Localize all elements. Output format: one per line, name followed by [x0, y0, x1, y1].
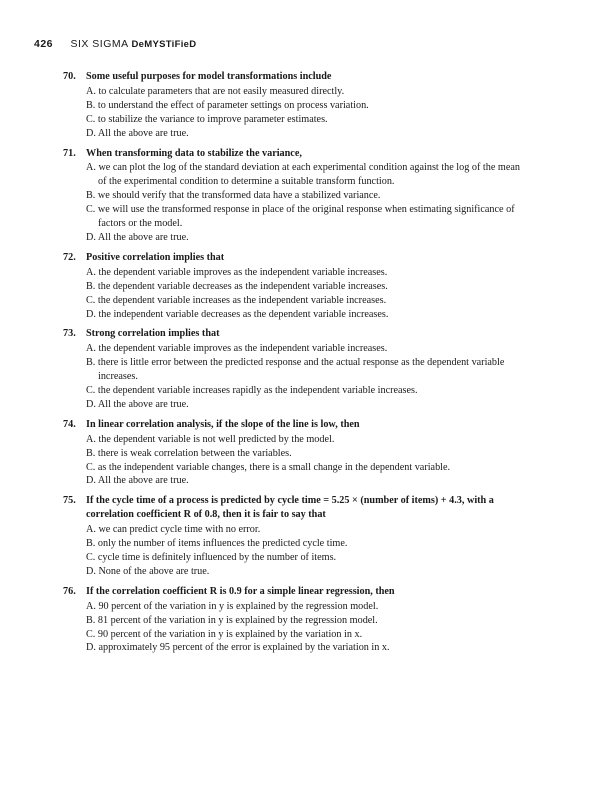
answer-option: B. 81 percent of the variation in y is explained by the regression model. — [86, 614, 378, 626]
question-number: 76. — [63, 585, 76, 597]
answer-options — [86, 600, 526, 656]
answer-option: B. there is weak correlation between the variables. — [86, 447, 292, 459]
question-number: 70. — [63, 71, 76, 82]
answer-option: B. we should verify that the transformed data have a stabilized variance. — [86, 190, 381, 202]
answer-option: C. the dependent variable increases rapidly as the independent variable increases. — [86, 385, 418, 397]
answer-option: D. All the above are true. — [86, 398, 189, 410]
answer-option: D. None of the above are true. — [86, 565, 210, 577]
answer-options — [86, 161, 526, 244]
question-74 — [63, 418, 526, 489]
question-text: Strong correlation implies that — [86, 328, 220, 340]
question-73 — [63, 327, 526, 411]
answer-options — [86, 342, 526, 412]
answer-option: A. the dependent variable improves as the independent variable increases. — [86, 343, 388, 355]
answer-option: A. to calculate parameters that are not easily measured directly. — [86, 85, 345, 97]
answer-option: C. 90 percent of the variation in y is explained by the variation in x. — [86, 628, 363, 640]
question-stem — [63, 327, 526, 341]
answer-option: D. All the above are true. — [86, 231, 189, 243]
answer-option: D. approximately 95 percent of the error is explained by the variation in x. — [86, 642, 390, 654]
question-text: If the cycle time of a process is predicted by cycle time = 5.25 × (number of items) + 4.3, with a correlation coefficient R of 0.8, then it is fair to say that — [86, 495, 494, 521]
answer-option: A. the dependent variable is not well predicted by the model. — [86, 433, 335, 445]
answer-option: A. 90 percent of the variation in y is explained by the regression model. — [86, 600, 379, 612]
answer-option: C. we will use the transformed response in place of the original response when estimating significance of factors or the model. — [86, 204, 515, 230]
book-title-part1: SIX SIGMA — [70, 38, 129, 50]
question-number: 71. — [63, 147, 76, 159]
question-text: When transforming data to stabilize the variance, — [86, 147, 302, 159]
answer-options — [86, 85, 526, 141]
answer-option: B. the dependent variable decreases as the independent variable increases. — [86, 280, 388, 292]
question-text: Positive correlation implies that — [86, 251, 225, 263]
answer-option: D. All the above are true. — [86, 475, 189, 487]
answer-option: C. the dependent variable increases as the independent variable increases. — [86, 294, 387, 306]
answer-option: C. cycle time is definitely influenced by the number of items. — [86, 552, 337, 563]
book-title-part2: DeMYSTiFieD — [131, 39, 197, 50]
question-text: If the correlation coefficient R is 0.9 for a simple linear regression, then — [86, 585, 395, 597]
question-text: Some useful purposes for model transformations include — [86, 71, 332, 82]
question-list — [63, 70, 526, 661]
answer-option: B. only the number of items influences the predicted cycle time. — [86, 538, 348, 550]
question-stem — [63, 70, 526, 84]
answer-option: A. we can plot the log of the standard deviation at each experimental condition against the log of the mean of the experimental condition to determine a suitable transform function. — [86, 162, 520, 188]
answer-option: B. to understand the effect of parameter settings on process variation. — [86, 99, 369, 111]
answer-option: C. to stabilize the variance to improve parameter estimates. — [86, 113, 328, 125]
question-stem — [63, 494, 526, 522]
question-72 — [63, 251, 526, 322]
answer-option: B. there is little error between the predicted response and the actual response as the dependent variable increases. — [86, 357, 505, 383]
question-number: 74. — [63, 418, 76, 430]
answer-option: D. All the above are true. — [86, 127, 189, 139]
page-number: 426 — [34, 38, 54, 50]
answer-options — [86, 266, 526, 322]
question-76 — [63, 585, 526, 656]
question-text: In linear correlation analysis, if the slope of the line is low, then — [86, 418, 360, 430]
answer-option: D. the independent variable decreases as the dependent variable increases. — [86, 308, 389, 320]
question-71 — [63, 147, 526, 245]
question-stem — [63, 418, 526, 432]
question-75 — [63, 494, 526, 578]
answer-options — [86, 523, 526, 579]
running-header — [34, 38, 196, 50]
question-70 — [63, 70, 526, 141]
question-stem — [63, 147, 526, 161]
question-number: 72. — [63, 251, 76, 263]
answer-options — [86, 433, 526, 489]
question-number: 75. — [63, 495, 76, 507]
answer-option: A. the dependent variable improves as the independent variable increases. — [86, 266, 388, 278]
question-stem — [63, 251, 526, 265]
question-stem — [63, 585, 526, 599]
answer-option: C. as the independent variable changes, there is a small change in the dependent variable. — [86, 461, 451, 473]
question-number: 73. — [63, 328, 76, 340]
answer-option: A. we can predict cycle time with no error. — [86, 524, 261, 536]
